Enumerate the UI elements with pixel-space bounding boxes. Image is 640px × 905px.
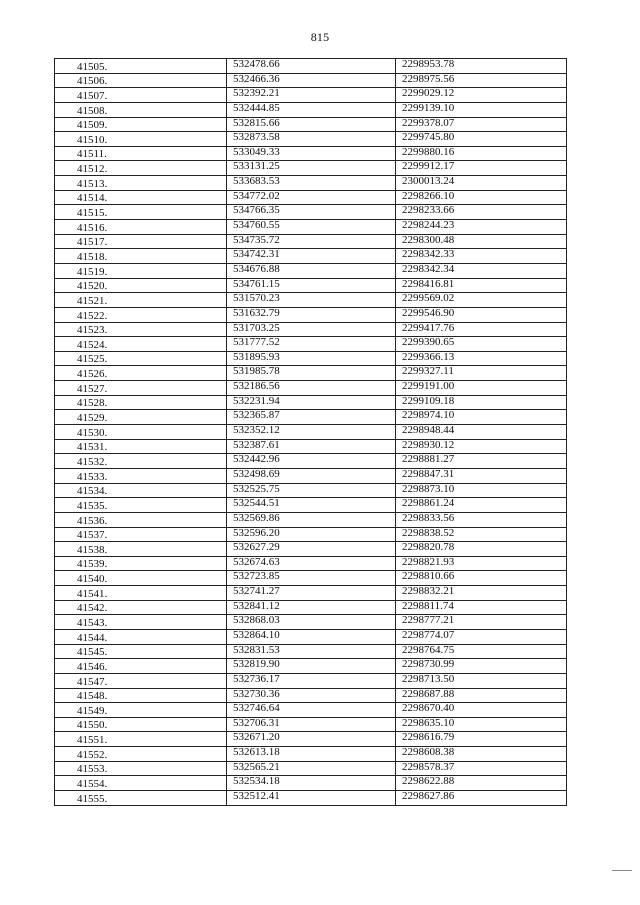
y-coordinate-cell: 2298953.78 bbox=[396, 59, 567, 74]
x-coordinate-cell: 532864.10 bbox=[227, 629, 396, 644]
point-id-cell: 41542. bbox=[55, 600, 227, 615]
x-coordinate-cell: 534742.31 bbox=[227, 249, 396, 264]
table-row bbox=[55, 88, 567, 103]
table-row bbox=[55, 249, 567, 264]
x-coordinate-cell: 531570.23 bbox=[227, 293, 396, 308]
point-id-cell: 41505. bbox=[55, 59, 227, 74]
y-coordinate-cell: 2298974.10 bbox=[396, 410, 567, 425]
x-coordinate-cell: 532569.86 bbox=[227, 512, 396, 527]
y-coordinate-cell: 2298233.66 bbox=[396, 205, 567, 220]
table-row bbox=[55, 425, 567, 440]
x-coordinate-cell: 532613.18 bbox=[227, 747, 396, 762]
x-coordinate-cell: 533131.25 bbox=[227, 161, 396, 176]
table-row bbox=[55, 234, 567, 249]
table-row bbox=[55, 586, 567, 601]
x-coordinate-cell: 532736.17 bbox=[227, 673, 396, 688]
table-row bbox=[55, 395, 567, 410]
x-coordinate-cell: 532730.36 bbox=[227, 688, 396, 703]
point-id-cell: 41511. bbox=[55, 146, 227, 161]
y-coordinate-cell: 2298821.93 bbox=[396, 556, 567, 571]
x-coordinate-cell: 532873.58 bbox=[227, 132, 396, 147]
point-id-cell: 41509. bbox=[55, 117, 227, 132]
page-edge-mark bbox=[612, 870, 632, 871]
point-id-cell: 41514. bbox=[55, 190, 227, 205]
x-coordinate-cell: 533049.33 bbox=[227, 146, 396, 161]
y-coordinate-cell: 2299912.17 bbox=[396, 161, 567, 176]
table-row bbox=[55, 366, 567, 381]
y-coordinate-cell: 2299327.11 bbox=[396, 366, 567, 381]
x-coordinate-cell: 531895.93 bbox=[227, 351, 396, 366]
point-id-cell: 41547. bbox=[55, 673, 227, 688]
y-coordinate-cell: 2298608.38 bbox=[396, 747, 567, 762]
y-coordinate-cell: 2298578.37 bbox=[396, 761, 567, 776]
x-coordinate-cell: 531632.79 bbox=[227, 307, 396, 322]
y-coordinate-cell: 2298832.21 bbox=[396, 586, 567, 601]
y-coordinate-cell: 2298687.88 bbox=[396, 688, 567, 703]
x-coordinate-cell: 532466.36 bbox=[227, 73, 396, 88]
point-id-cell: 41531. bbox=[55, 439, 227, 454]
y-coordinate-cell: 2298810.66 bbox=[396, 571, 567, 586]
x-coordinate-cell: 532525.75 bbox=[227, 483, 396, 498]
table-row bbox=[55, 761, 567, 776]
x-coordinate-cell: 531777.52 bbox=[227, 337, 396, 352]
x-coordinate-cell: 532819.90 bbox=[227, 659, 396, 674]
y-coordinate-cell: 2299417.76 bbox=[396, 322, 567, 337]
y-coordinate-cell: 2298820.78 bbox=[396, 542, 567, 557]
point-id-cell: 41550. bbox=[55, 717, 227, 732]
x-coordinate-cell: 532498.69 bbox=[227, 468, 396, 483]
y-coordinate-cell: 2298342.34 bbox=[396, 263, 567, 278]
y-coordinate-cell: 2298930.12 bbox=[396, 439, 567, 454]
y-coordinate-cell: 2298777.21 bbox=[396, 615, 567, 630]
table-row bbox=[55, 73, 567, 88]
point-id-cell: 41536. bbox=[55, 512, 227, 527]
x-coordinate-cell: 534760.55 bbox=[227, 220, 396, 235]
point-id-cell: 41520. bbox=[55, 278, 227, 293]
table-row bbox=[55, 220, 567, 235]
table-row bbox=[55, 102, 567, 117]
table-row bbox=[55, 512, 567, 527]
table-row bbox=[55, 483, 567, 498]
point-id-cell: 41526. bbox=[55, 366, 227, 381]
y-coordinate-cell: 2298266.10 bbox=[396, 190, 567, 205]
point-id-cell: 41524. bbox=[55, 337, 227, 352]
table-row bbox=[55, 59, 567, 74]
table-row bbox=[55, 278, 567, 293]
point-id-cell: 41510. bbox=[55, 132, 227, 147]
table-row bbox=[55, 132, 567, 147]
y-coordinate-cell: 2298730.99 bbox=[396, 659, 567, 674]
point-id-cell: 41545. bbox=[55, 644, 227, 659]
point-id-cell: 41538. bbox=[55, 542, 227, 557]
point-id-cell: 41540. bbox=[55, 571, 227, 586]
table-row bbox=[55, 600, 567, 615]
point-id-cell: 41507. bbox=[55, 88, 227, 103]
point-id-cell: 41525. bbox=[55, 351, 227, 366]
table-row bbox=[55, 293, 567, 308]
table-row bbox=[55, 717, 567, 732]
x-coordinate-cell: 534761.15 bbox=[227, 278, 396, 293]
point-id-cell: 41551. bbox=[55, 732, 227, 747]
x-coordinate-cell: 534772.02 bbox=[227, 190, 396, 205]
y-coordinate-cell: 2298670.40 bbox=[396, 703, 567, 718]
table-row bbox=[55, 337, 567, 352]
table-row bbox=[55, 322, 567, 337]
point-id-cell: 41508. bbox=[55, 102, 227, 117]
x-coordinate-cell: 532565.21 bbox=[227, 761, 396, 776]
y-coordinate-cell: 2299390.65 bbox=[396, 337, 567, 352]
point-id-cell: 41532. bbox=[55, 454, 227, 469]
coordinate-table-container bbox=[54, 58, 566, 806]
point-id-cell: 41513. bbox=[55, 176, 227, 191]
y-coordinate-cell: 2298300.48 bbox=[396, 234, 567, 249]
coordinate-table bbox=[54, 58, 567, 806]
table-row bbox=[55, 527, 567, 542]
y-coordinate-cell: 2299109.18 bbox=[396, 395, 567, 410]
point-id-cell: 41518. bbox=[55, 249, 227, 264]
page-number: 815 bbox=[310, 30, 330, 44]
x-coordinate-cell: 532478.66 bbox=[227, 59, 396, 74]
x-coordinate-cell: 532815.66 bbox=[227, 117, 396, 132]
point-id-cell: 41515. bbox=[55, 205, 227, 220]
x-coordinate-cell: 533683.53 bbox=[227, 176, 396, 191]
point-id-cell: 41529. bbox=[55, 410, 227, 425]
table-row bbox=[55, 146, 567, 161]
point-id-cell: 41517. bbox=[55, 234, 227, 249]
point-id-cell: 41552. bbox=[55, 747, 227, 762]
x-coordinate-cell: 532534.18 bbox=[227, 776, 396, 791]
y-coordinate-cell: 2298881.27 bbox=[396, 454, 567, 469]
point-id-cell: 41555. bbox=[55, 791, 227, 806]
x-coordinate-cell: 532512.41 bbox=[227, 791, 396, 806]
table-row bbox=[55, 776, 567, 791]
y-coordinate-cell: 2298764.75 bbox=[396, 644, 567, 659]
point-id-cell: 41543. bbox=[55, 615, 227, 630]
table-row bbox=[55, 571, 567, 586]
table-row bbox=[55, 263, 567, 278]
point-id-cell: 41528. bbox=[55, 395, 227, 410]
y-coordinate-cell: 2300013.24 bbox=[396, 176, 567, 191]
table-row bbox=[55, 644, 567, 659]
point-id-cell: 41512. bbox=[55, 161, 227, 176]
table-row bbox=[55, 615, 567, 630]
point-id-cell: 41539. bbox=[55, 556, 227, 571]
x-coordinate-cell: 534735.72 bbox=[227, 234, 396, 249]
table-row bbox=[55, 439, 567, 454]
y-coordinate-cell: 2299378.07 bbox=[396, 117, 567, 132]
x-coordinate-cell: 532186.56 bbox=[227, 381, 396, 396]
point-id-cell: 41546. bbox=[55, 659, 227, 674]
point-id-cell: 41522. bbox=[55, 307, 227, 322]
point-id-cell: 41549. bbox=[55, 703, 227, 718]
table-row bbox=[55, 161, 567, 176]
x-coordinate-cell: 532544.51 bbox=[227, 498, 396, 513]
point-id-cell: 41541. bbox=[55, 586, 227, 601]
y-coordinate-cell: 2298847.31 bbox=[396, 468, 567, 483]
point-id-cell: 41533. bbox=[55, 468, 227, 483]
point-id-cell: 41534. bbox=[55, 483, 227, 498]
table-row bbox=[55, 542, 567, 557]
table-row bbox=[55, 629, 567, 644]
x-coordinate-cell: 532442.96 bbox=[227, 454, 396, 469]
table-row bbox=[55, 307, 567, 322]
y-coordinate-cell: 2298838.52 bbox=[396, 527, 567, 542]
x-coordinate-cell: 532231.94 bbox=[227, 395, 396, 410]
x-coordinate-cell: 532627.29 bbox=[227, 542, 396, 557]
x-coordinate-cell: 532831.53 bbox=[227, 644, 396, 659]
y-coordinate-cell: 2299366.13 bbox=[396, 351, 567, 366]
y-coordinate-cell: 2298861.24 bbox=[396, 498, 567, 513]
y-coordinate-cell: 2299569.02 bbox=[396, 293, 567, 308]
x-coordinate-cell: 532671.20 bbox=[227, 732, 396, 747]
table-row bbox=[55, 791, 567, 806]
table-row bbox=[55, 454, 567, 469]
x-coordinate-cell: 532868.03 bbox=[227, 615, 396, 630]
x-coordinate-cell: 532741.27 bbox=[227, 586, 396, 601]
x-coordinate-cell: 531985.78 bbox=[227, 366, 396, 381]
table-row bbox=[55, 176, 567, 191]
point-id-cell: 41548. bbox=[55, 688, 227, 703]
x-coordinate-cell: 534766.35 bbox=[227, 205, 396, 220]
y-coordinate-cell: 2298616.79 bbox=[396, 732, 567, 747]
table-row bbox=[55, 556, 567, 571]
point-id-cell: 41521. bbox=[55, 293, 227, 308]
y-coordinate-cell: 2298873.10 bbox=[396, 483, 567, 498]
y-coordinate-cell: 2298416.81 bbox=[396, 278, 567, 293]
y-coordinate-cell: 2298342.33 bbox=[396, 249, 567, 264]
table-row bbox=[55, 351, 567, 366]
x-coordinate-cell: 532392.21 bbox=[227, 88, 396, 103]
point-id-cell: 41553. bbox=[55, 761, 227, 776]
y-coordinate-cell: 2299745.80 bbox=[396, 132, 567, 147]
table-row bbox=[55, 498, 567, 513]
point-id-cell: 41535. bbox=[55, 498, 227, 513]
x-coordinate-cell: 532352.12 bbox=[227, 425, 396, 440]
table-row bbox=[55, 732, 567, 747]
x-coordinate-cell: 532674.63 bbox=[227, 556, 396, 571]
point-id-cell: 41537. bbox=[55, 527, 227, 542]
point-id-cell: 41519. bbox=[55, 263, 227, 278]
x-coordinate-cell: 532444.85 bbox=[227, 102, 396, 117]
y-coordinate-cell: 2299029.12 bbox=[396, 88, 567, 103]
y-coordinate-cell: 2299191.00 bbox=[396, 381, 567, 396]
x-coordinate-cell: 532365.87 bbox=[227, 410, 396, 425]
y-coordinate-cell: 2298622.88 bbox=[396, 776, 567, 791]
x-coordinate-cell: 534676.88 bbox=[227, 263, 396, 278]
table-row bbox=[55, 688, 567, 703]
table-row bbox=[55, 673, 567, 688]
x-coordinate-cell: 532596.20 bbox=[227, 527, 396, 542]
y-coordinate-cell: 2299880.16 bbox=[396, 146, 567, 161]
table-row bbox=[55, 190, 567, 205]
x-coordinate-cell: 531703.25 bbox=[227, 322, 396, 337]
point-id-cell: 41527. bbox=[55, 381, 227, 396]
y-coordinate-cell: 2299546.90 bbox=[396, 307, 567, 322]
y-coordinate-cell: 2298975.56 bbox=[396, 73, 567, 88]
x-coordinate-cell: 532706.31 bbox=[227, 717, 396, 732]
table-row bbox=[55, 747, 567, 762]
x-coordinate-cell: 532387.61 bbox=[227, 439, 396, 454]
x-coordinate-cell: 532746.64 bbox=[227, 703, 396, 718]
table-row bbox=[55, 205, 567, 220]
y-coordinate-cell: 2298627.86 bbox=[396, 791, 567, 806]
point-id-cell: 41523. bbox=[55, 322, 227, 337]
point-id-cell: 41544. bbox=[55, 629, 227, 644]
table-row bbox=[55, 659, 567, 674]
y-coordinate-cell: 2299139.10 bbox=[396, 102, 567, 117]
x-coordinate-cell: 532723.85 bbox=[227, 571, 396, 586]
y-coordinate-cell: 2298811.74 bbox=[396, 600, 567, 615]
point-id-cell: 41516. bbox=[55, 220, 227, 235]
coordinate-table-body bbox=[55, 59, 567, 806]
table-row bbox=[55, 381, 567, 396]
point-id-cell: 41506. bbox=[55, 73, 227, 88]
y-coordinate-cell: 2298833.56 bbox=[396, 512, 567, 527]
x-coordinate-cell: 532841.12 bbox=[227, 600, 396, 615]
point-id-cell: 41530. bbox=[55, 425, 227, 440]
table-row bbox=[55, 410, 567, 425]
table-row bbox=[55, 117, 567, 132]
table-row bbox=[55, 468, 567, 483]
y-coordinate-cell: 2298948.44 bbox=[396, 425, 567, 440]
y-coordinate-cell: 2298635.10 bbox=[396, 717, 567, 732]
y-coordinate-cell: 2298774.07 bbox=[396, 629, 567, 644]
table-row bbox=[55, 703, 567, 718]
point-id-cell: 41554. bbox=[55, 776, 227, 791]
y-coordinate-cell: 2298713.50 bbox=[396, 673, 567, 688]
y-coordinate-cell: 2298244.23 bbox=[396, 220, 567, 235]
